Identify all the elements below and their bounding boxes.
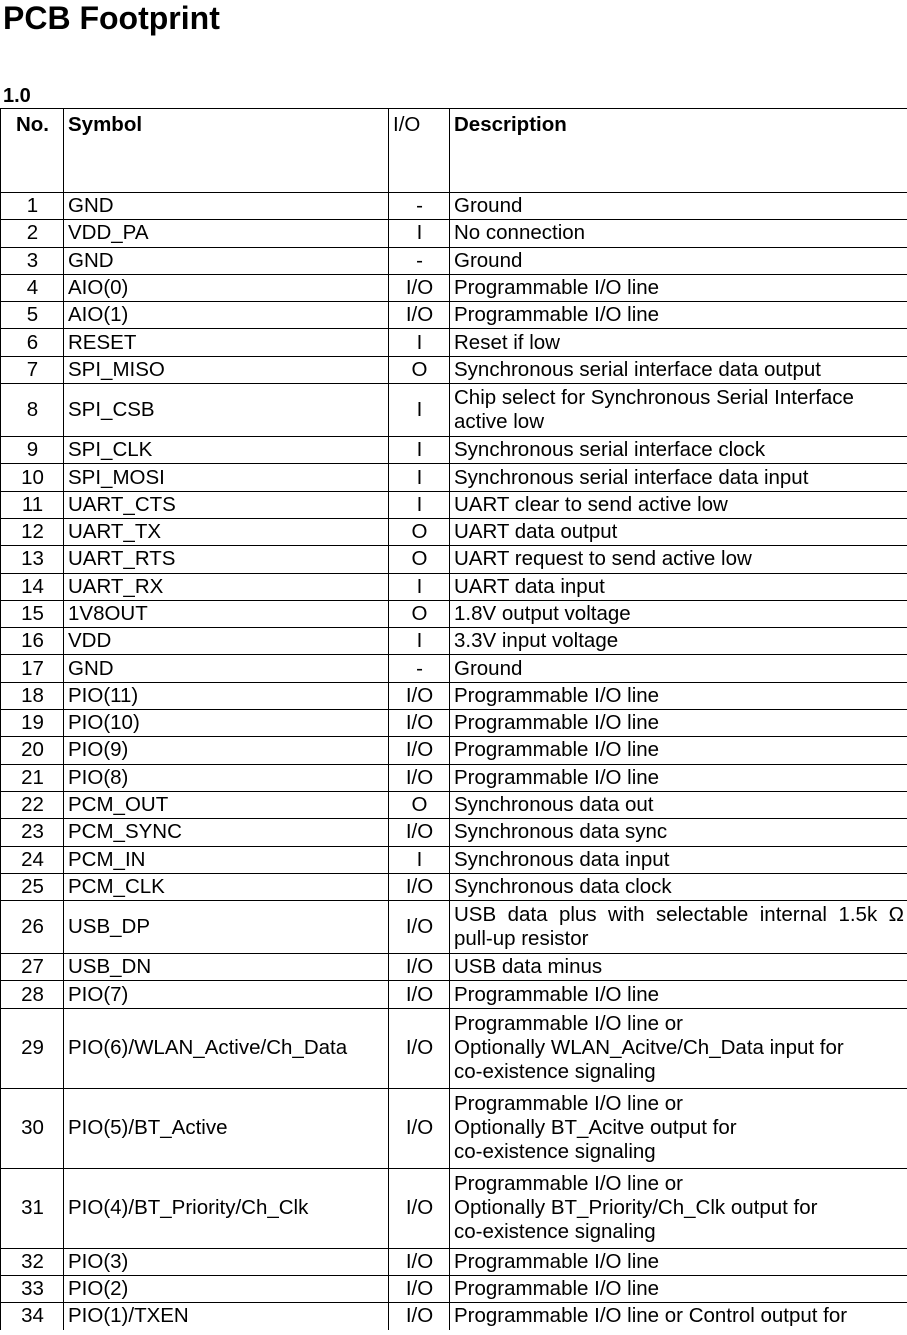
pin-description: Reset if low — [450, 329, 907, 356]
pin-io: I/O — [389, 764, 450, 791]
pin-symbol: VDD — [64, 628, 389, 655]
pin-number: 22 — [1, 791, 64, 818]
pin-description: USB data plus with selectable internal 1.5k Ω pull-up resistor — [450, 901, 907, 954]
pin-symbol: SPI_MISO — [64, 356, 389, 383]
table-row — [1, 247, 907, 274]
pin-description: Ground — [450, 655, 907, 682]
table-row — [1, 302, 907, 329]
table-row — [1, 628, 907, 655]
table-row — [1, 1248, 907, 1275]
pin-symbol: PIO(9) — [64, 737, 389, 764]
pin-symbol: USB_DN — [64, 954, 389, 981]
pin-symbol: UART_RX — [64, 573, 389, 600]
pin-io: O — [389, 518, 450, 545]
pin-number: 17 — [1, 655, 64, 682]
pin-symbol: UART_RTS — [64, 546, 389, 573]
pin-symbol: UART_CTS — [64, 491, 389, 518]
table-row — [1, 1303, 907, 1330]
pin-io: I/O — [389, 954, 450, 981]
table-row — [1, 655, 907, 682]
pin-number: 8 — [1, 384, 64, 437]
pin-number: 1 — [1, 193, 64, 220]
pin-symbol: PCM_SYNC — [64, 819, 389, 846]
pin-symbol: PIO(5)/BT_Active — [64, 1088, 389, 1168]
pin-io: - — [389, 655, 450, 682]
pin-io: I/O — [389, 1303, 450, 1330]
pin-description: UART data output — [450, 518, 907, 545]
pin-number: 29 — [1, 1008, 64, 1088]
table-row — [1, 518, 907, 545]
pin-io: I — [389, 437, 450, 464]
pin-description: USB data minus — [450, 954, 907, 981]
pin-io: I/O — [389, 1088, 450, 1168]
pin-number: 9 — [1, 437, 64, 464]
header-no: No. — [1, 109, 64, 193]
pin-number: 26 — [1, 901, 64, 954]
table-row — [1, 682, 907, 709]
pin-number: 6 — [1, 329, 64, 356]
pin-number: 2 — [1, 220, 64, 247]
pin-description: Programmable I/O line — [450, 682, 907, 709]
table-row — [1, 846, 907, 873]
pin-number: 16 — [1, 628, 64, 655]
pin-symbol: PIO(2) — [64, 1276, 389, 1303]
pin-description: Ground — [450, 247, 907, 274]
table-row — [1, 819, 907, 846]
pin-io: I/O — [389, 1248, 450, 1275]
pin-symbol: PIO(6)/WLAN_Active/Ch_Data — [64, 1008, 389, 1088]
pin-number: 18 — [1, 682, 64, 709]
pin-symbol: AIO(0) — [64, 274, 389, 301]
pin-io: I — [389, 329, 450, 356]
table-row — [1, 901, 907, 954]
pin-symbol: GND — [64, 193, 389, 220]
pin-description: Synchronous serial interface data output — [450, 356, 907, 383]
pin-symbol: GND — [64, 247, 389, 274]
pin-number: 23 — [1, 819, 64, 846]
pin-io: I/O — [389, 737, 450, 764]
pin-io: - — [389, 193, 450, 220]
pin-symbol: USB_DP — [64, 901, 389, 954]
pin-symbol: PCM_OUT — [64, 791, 389, 818]
pin-description: Programmable I/O line — [450, 1248, 907, 1275]
table-row — [1, 437, 907, 464]
pin-io: I/O — [389, 1276, 450, 1303]
pin-symbol: PIO(10) — [64, 710, 389, 737]
pin-symbol: AIO(1) — [64, 302, 389, 329]
pin-number: 7 — [1, 356, 64, 383]
pin-io: I/O — [389, 873, 450, 900]
table-row — [1, 710, 907, 737]
pin-symbol: GND — [64, 655, 389, 682]
table-row — [1, 329, 907, 356]
page-title: PCB Footprint — [3, 0, 220, 36]
section-number: 1.0 — [3, 85, 31, 107]
pin-io: I — [389, 464, 450, 491]
pin-description: Ground — [450, 193, 907, 220]
pin-io: I/O — [389, 901, 450, 954]
table-row — [1, 1168, 907, 1248]
table-row — [1, 546, 907, 573]
pin-description: Programmable I/O line — [450, 302, 907, 329]
pin-description: UART clear to send active low — [450, 491, 907, 518]
pin-symbol: PIO(7) — [64, 981, 389, 1008]
table-row — [1, 954, 907, 981]
pin-io: I/O — [389, 710, 450, 737]
pin-description: Programmable I/O line or Optionally BT_Acitve output for co-existence signaling — [450, 1088, 907, 1168]
pin-number: 25 — [1, 873, 64, 900]
pin-number: 14 — [1, 573, 64, 600]
pin-number: 3 — [1, 247, 64, 274]
pin-number: 11 — [1, 491, 64, 518]
pin-number: 5 — [1, 302, 64, 329]
pin-symbol: UART_TX — [64, 518, 389, 545]
pin-io: I — [389, 384, 450, 437]
pin-description: Chip select for Synchronous Serial Interface active low — [450, 384, 907, 437]
pin-description: Programmable I/O line — [450, 274, 907, 301]
table-row — [1, 600, 907, 627]
pin-description: Programmable I/O line — [450, 710, 907, 737]
pin-symbol: RESET — [64, 329, 389, 356]
table-row — [1, 491, 907, 518]
table-row — [1, 764, 907, 791]
pin-number: 15 — [1, 600, 64, 627]
pin-io: - — [389, 247, 450, 274]
table-row — [1, 791, 907, 818]
pin-number: 20 — [1, 737, 64, 764]
header-description: Description — [450, 109, 907, 193]
pin-io: I — [389, 846, 450, 873]
pin-number: 24 — [1, 846, 64, 873]
pin-description: Programmable I/O line or Control output for — [450, 1303, 907, 1330]
pin-io: O — [389, 356, 450, 383]
pin-symbol: SPI_CSB — [64, 384, 389, 437]
pin-description: No connection — [450, 220, 907, 247]
pin-io: O — [389, 546, 450, 573]
pin-description: Programmable I/O line — [450, 764, 907, 791]
pin-io: I/O — [389, 302, 450, 329]
pin-io: I/O — [389, 1168, 450, 1248]
pin-description: Programmable I/O line — [450, 1276, 907, 1303]
pin-description: 3.3V input voltage — [450, 628, 907, 655]
pin-number: 10 — [1, 464, 64, 491]
pin-number: 31 — [1, 1168, 64, 1248]
pin-number: 12 — [1, 518, 64, 545]
pin-io: I — [389, 491, 450, 518]
pin-io: O — [389, 600, 450, 627]
pin-io: I/O — [389, 682, 450, 709]
table-row — [1, 1088, 907, 1168]
pin-number: 34 — [1, 1303, 64, 1330]
table-row — [1, 1008, 907, 1088]
pin-description: Programmable I/O line or Optionally WLAN_Acitve/Ch_Data input for co-existence signaling — [450, 1008, 907, 1088]
pin-number: 33 — [1, 1276, 64, 1303]
pin-symbol: PIO(4)/BT_Priority/Ch_Clk — [64, 1168, 389, 1248]
pin-table — [0, 108, 907, 1330]
table-row — [1, 573, 907, 600]
pin-io: I — [389, 220, 450, 247]
pin-description: Synchronous data out — [450, 791, 907, 818]
pin-number: 28 — [1, 981, 64, 1008]
pin-number: 27 — [1, 954, 64, 981]
pin-description: Synchronous data input — [450, 846, 907, 873]
pin-io: I/O — [389, 1008, 450, 1088]
table-row — [1, 356, 907, 383]
table-row — [1, 193, 907, 220]
pin-description: Programmable I/O line — [450, 981, 907, 1008]
pin-io: O — [389, 791, 450, 818]
pin-description: 1.8V output voltage — [450, 600, 907, 627]
pin-number: 19 — [1, 710, 64, 737]
pin-symbol: PCM_IN — [64, 846, 389, 873]
table-row — [1, 1276, 907, 1303]
pin-description: Synchronous data clock — [450, 873, 907, 900]
table-row — [1, 737, 907, 764]
pin-symbol: VDD_PA — [64, 220, 389, 247]
pin-description: UART data input — [450, 573, 907, 600]
table-row — [1, 220, 907, 247]
pin-number: 21 — [1, 764, 64, 791]
pin-symbol: SPI_MOSI — [64, 464, 389, 491]
pin-description: Synchronous serial interface clock — [450, 437, 907, 464]
pin-symbol: PCM_CLK — [64, 873, 389, 900]
header-symbol: Symbol — [64, 109, 389, 193]
table-row — [1, 873, 907, 900]
table-row — [1, 274, 907, 301]
pin-io: I/O — [389, 981, 450, 1008]
pin-symbol: PIO(11) — [64, 682, 389, 709]
pin-io: I — [389, 628, 450, 655]
pin-description: UART request to send active low — [450, 546, 907, 573]
pin-io: I/O — [389, 819, 450, 846]
pin-symbol: PIO(1)/TXEN — [64, 1303, 389, 1330]
pin-number: 4 — [1, 274, 64, 301]
header-io: I/O — [389, 109, 450, 193]
table-row — [1, 384, 907, 437]
table-row — [1, 464, 907, 491]
pin-symbol: 1V8OUT — [64, 600, 389, 627]
pin-number: 13 — [1, 546, 64, 573]
pin-symbol: SPI_CLK — [64, 437, 389, 464]
pin-description: Synchronous serial interface data input — [450, 464, 907, 491]
pin-description: Programmable I/O line or Optionally BT_Priority/Ch_Clk output for co-existence signaling — [450, 1168, 907, 1248]
pin-symbol: PIO(3) — [64, 1248, 389, 1275]
pin-description: Programmable I/O line — [450, 737, 907, 764]
pin-symbol: PIO(8) — [64, 764, 389, 791]
pin-io: I/O — [389, 274, 450, 301]
pin-number: 30 — [1, 1088, 64, 1168]
pin-description: Synchronous data sync — [450, 819, 907, 846]
pin-number: 32 — [1, 1248, 64, 1275]
table-header-row — [1, 109, 907, 193]
pin-io: I — [389, 573, 450, 600]
table-row — [1, 981, 907, 1008]
